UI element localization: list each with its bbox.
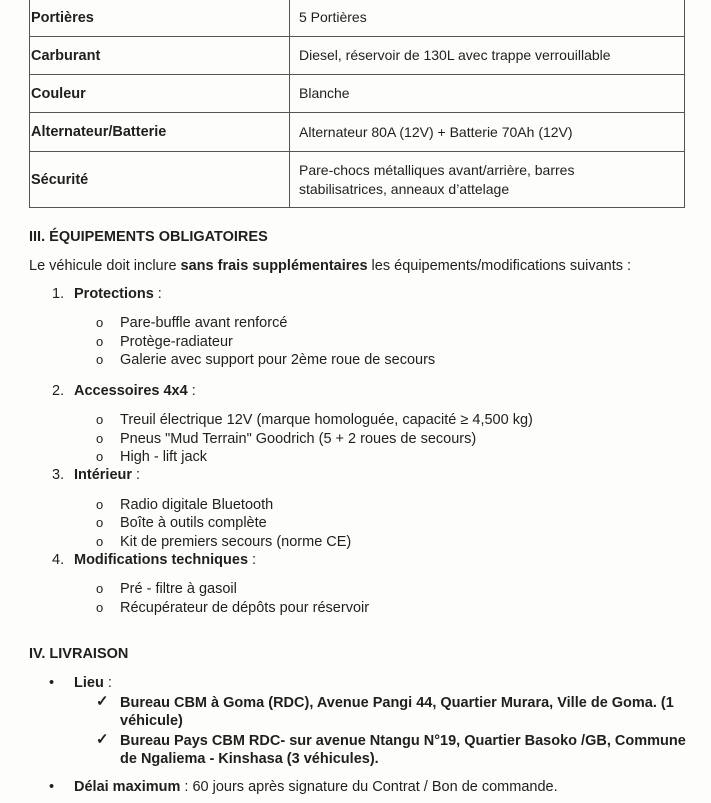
list-number: 1. [52,286,65,302]
table-row [30,37,685,75]
intro-text: les équipements/modifications suivants : [367,258,632,274]
group-label: Accessoires 4x4 [74,383,188,399]
delivery-place-line: Bureau Pays CBM RDC- sur avenue Ntangu N°19, Quartier Basoko /GB, Commune [120,733,686,749]
lieu-label: Lieu [74,675,104,691]
section-title: III. ÉQUIPEMENTS OBLIGATOIRES [29,229,268,245]
spec-table [29,0,685,208]
list-item: Protège-radiateur [120,334,233,350]
list-item: Boîte à outils complète [120,515,267,531]
list-item: Galerie avec support pour 2ème roue de secours [120,352,436,368]
table-row [30,75,685,113]
delivery-place-line: de Ngaliema - Kinshasa (3 véhicules). [120,751,379,767]
group-heading [74,466,140,484]
group-suffix: : [132,467,141,483]
list-item: Treuil électrique 12V (marque homologuée, capacité ≥ 4,500 kg) [120,412,533,428]
table-row [30,113,685,152]
group-label: Protections [74,286,154,302]
lieu-heading [74,674,112,692]
list-item: Pré - filtre à gasoil [120,581,237,597]
spec-key: Portières [30,0,290,37]
spec-key: Sécurité [30,152,290,208]
sub-bullet: o [96,600,104,615]
delai-label: Délai maximum [74,779,181,795]
group-suffix: : [248,552,257,568]
intro-text: Le véhicule doit inclure [29,258,181,274]
group-label: Intérieur [74,467,133,483]
sub-bullet: o [96,581,104,596]
check-icon: ✓ [96,693,109,710]
delai-text: : 60 jours après signature du Contrat / Bon de commande. [180,779,558,795]
group-heading [74,551,256,569]
group-suffix: : [153,286,162,302]
spec-value [290,152,685,208]
lieu-suffix: : [103,675,112,691]
sub-bullet: o [96,315,104,330]
group-heading [74,382,196,400]
sub-bullet: o [96,334,104,349]
spec-value-line: Pare-chocs métalliques avant/arrière, barres [299,161,575,178]
sub-bullet: o [96,431,104,446]
spec-key: Alternateur/Batterie [30,113,290,152]
sub-bullet: o [96,497,104,512]
delivery-place-line: véhicule) [120,713,183,729]
list-item: Pare-buffle avant renforcé [120,315,288,331]
list-number: 2. [52,383,65,399]
list-item: Radio digitale Bluetooth [120,497,274,513]
section-intro [29,257,631,275]
sub-bullet: o [96,515,104,530]
table-row [30,0,685,37]
list-item: Kit de premiers secours (norme CE) [120,534,352,550]
list-number: 3. [52,467,65,483]
list-item: Récupérateur de dépôts pour réservoir [120,600,370,616]
spec-value: Blanche [290,75,685,113]
spec-value: Alternateur 80A (12V) + Batterie 70Ah (12V) [290,113,685,152]
check-icon: ✓ [96,731,109,748]
table-row [30,152,685,208]
section-title: IV. LIVRAISON [29,646,129,662]
group-suffix: : [187,383,196,399]
spec-value: Diesel, réservoir de 130L avec trappe verrouillable [290,37,685,75]
bullet: • [49,779,55,795]
intro-bold: sans frais supplémentaires [180,258,368,274]
sub-bullet: o [96,534,104,549]
spec-value: 5 Portières [290,0,685,37]
group-label: Modifications techniques [74,552,249,568]
spec-key: Carburant [30,37,290,75]
sub-bullet: o [96,449,104,464]
list-number: 4. [52,552,65,568]
bullet: • [49,675,55,691]
sub-bullet: o [96,412,104,427]
group-heading [74,285,162,303]
delivery-place-line: Bureau CBM à Goma (RDC), Avenue Pangi 44, Quartier Murara, Ville de Goma. (1 [120,695,674,711]
list-item: High - lift jack [120,449,208,465]
spec-value-line: stabilisatrices, anneaux d’attelage [299,180,510,197]
list-item: Pneus "Mud Terrain" Goodrich (5 + 2 roues de secours) [120,431,477,447]
delai-line [74,778,558,796]
spec-key: Couleur [30,75,290,113]
sub-bullet: o [96,352,104,367]
